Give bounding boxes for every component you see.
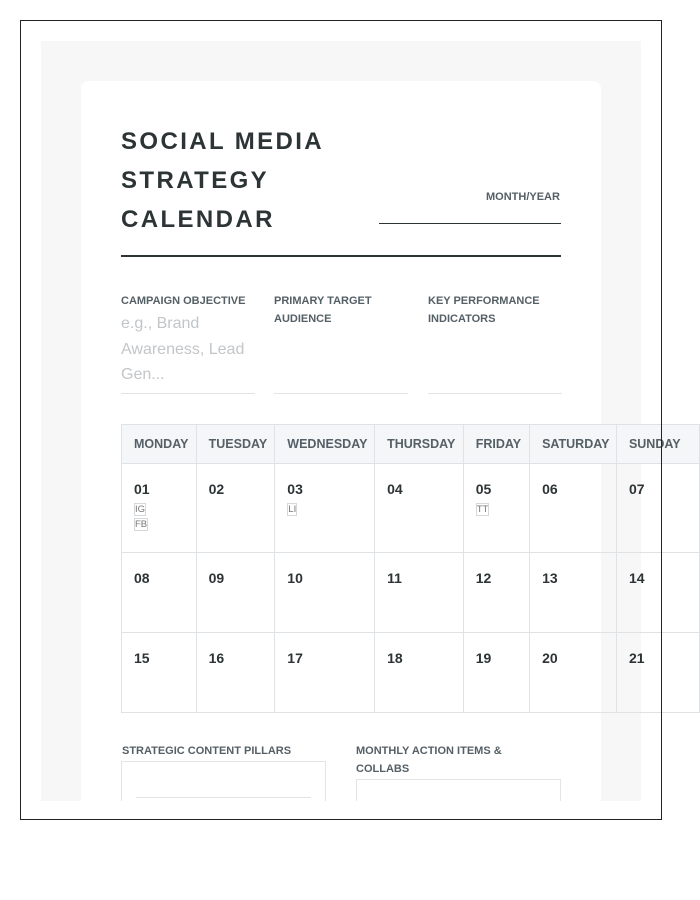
title-line: SOCIAL MEDIA [121, 128, 325, 155]
day-cell[interactable] [122, 633, 197, 713]
day-cell[interactable] [196, 553, 275, 633]
day-cell[interactable] [275, 633, 375, 713]
day-cell[interactable] [275, 464, 375, 553]
campaign-objective-field[interactable] [121, 292, 255, 394]
month-year-label: MONTH/YEAR [486, 191, 560, 203]
day-number: 03 [287, 481, 303, 497]
day-cell[interactable] [122, 464, 197, 553]
action-items-box[interactable] [356, 779, 561, 801]
day-header: SUNDAY [616, 425, 699, 464]
platform-tag[interactable]: FB [135, 519, 148, 530]
day-cell[interactable] [530, 553, 617, 633]
day-cell[interactable] [616, 464, 699, 553]
field-placeholder: e.g., Brand Awareness, Lead Gen... [121, 315, 245, 383]
day-cell[interactable] [616, 553, 699, 633]
day-cell[interactable] [530, 633, 617, 713]
day-number: 09 [208, 570, 225, 586]
day-number: 15 [134, 650, 150, 666]
calendar-grid [121, 424, 700, 713]
day-number: 18 [387, 650, 403, 666]
day-number: 10 [287, 570, 303, 586]
content-pillars-line [136, 797, 311, 798]
day-number: 07 [628, 481, 645, 497]
day-number: 02 [208, 481, 225, 497]
action-items-label: MONTHLY ACTION ITEMS & COLLABS [356, 745, 502, 775]
day-number: 13 [542, 570, 558, 586]
week-row [122, 464, 700, 553]
day-header: MONDAY [122, 425, 197, 464]
title-line: STRATEGY [121, 167, 270, 194]
day-number: 14 [628, 570, 645, 586]
content-pillars-box[interactable] [121, 761, 326, 801]
day-number: 17 [287, 650, 303, 666]
day-number: 08 [134, 570, 150, 586]
day-cell[interactable] [375, 633, 464, 713]
title-line: CALENDAR [121, 206, 275, 233]
day-header: TUESDAY [196, 425, 275, 464]
day-number: 06 [542, 481, 558, 497]
day-cell[interactable] [375, 553, 464, 633]
day-cell[interactable] [463, 633, 529, 713]
day-number: 20 [542, 650, 558, 666]
day-number: 21 [628, 650, 645, 666]
day-cell[interactable] [463, 464, 529, 553]
day-number: 11 [387, 570, 402, 586]
day-number: 16 [208, 650, 225, 666]
kpi-field[interactable] [428, 292, 562, 394]
target-audience-field[interactable] [274, 292, 408, 394]
page-title [121, 122, 361, 239]
platform-tag[interactable]: LI [288, 504, 297, 515]
day-number: 01 [134, 481, 150, 497]
day-header: THURSDAY [375, 425, 464, 464]
platform-tag[interactable]: TT [476, 504, 489, 515]
day-cell[interactable] [196, 633, 275, 713]
week-row [122, 553, 700, 633]
field-label: KEY PERFORMANCE INDICATORS [428, 295, 540, 325]
day-number: 12 [475, 570, 492, 586]
day-number: 05 [475, 481, 492, 497]
day-cell[interactable] [530, 464, 617, 553]
field-label: CAMPAIGN OBJECTIVE [121, 295, 246, 307]
field-label: PRIMARY TARGET AUDIENCE [274, 295, 372, 325]
day-header: SATURDAY [530, 425, 617, 464]
day-header: FRIDAY [463, 425, 529, 464]
month-year-input[interactable] [379, 223, 561, 229]
content-pillars-label: STRATEGIC CONTENT PILLARS [122, 745, 292, 757]
header-divider [121, 255, 561, 257]
day-cell[interactable] [196, 464, 275, 553]
day-number: 19 [475, 650, 492, 666]
week-row [122, 633, 700, 713]
day-cell[interactable] [463, 553, 529, 633]
day-cell[interactable] [275, 553, 375, 633]
day-number: 04 [387, 481, 403, 497]
day-cell[interactable] [122, 553, 197, 633]
day-cell[interactable] [375, 464, 464, 553]
day-header: WEDNESDAY [275, 425, 375, 464]
day-cell[interactable] [616, 633, 699, 713]
platform-tag[interactable]: IG [135, 504, 146, 515]
